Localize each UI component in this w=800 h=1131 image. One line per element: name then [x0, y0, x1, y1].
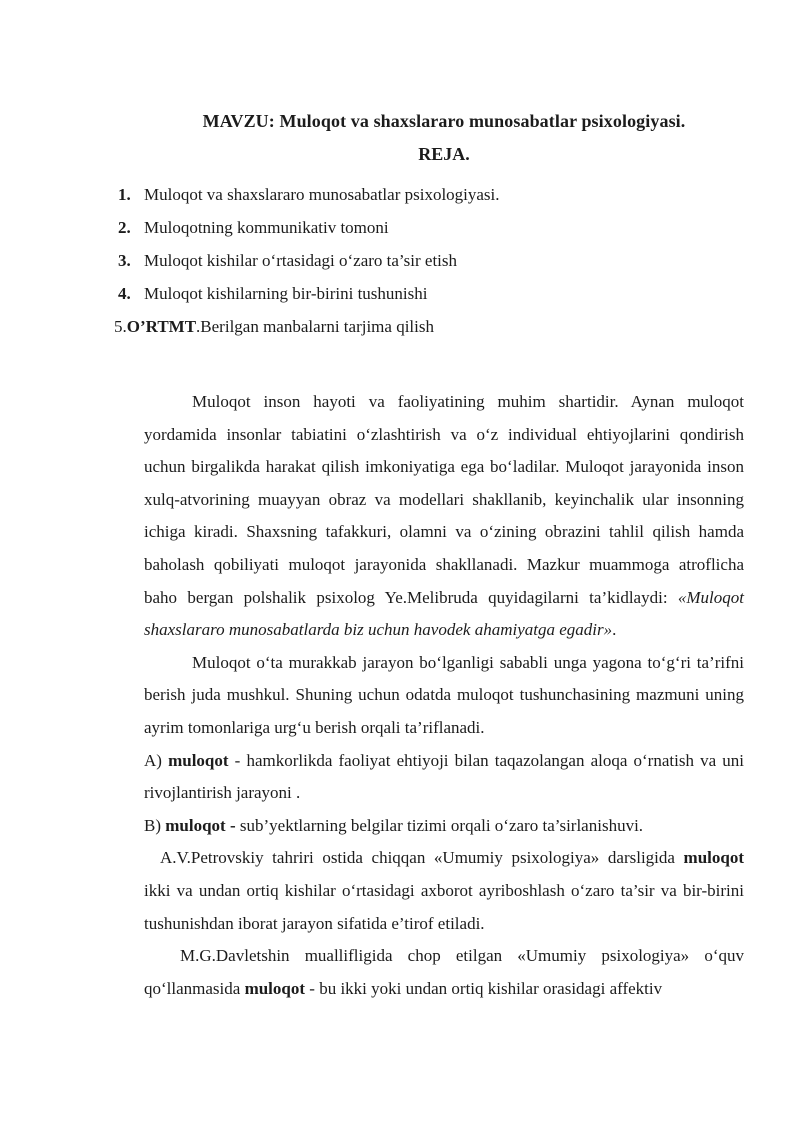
text-segment: ikki va undan ortiq kishilar o‘rtasidagi axborot ayriboshlash o‘zaro ta’sir va bir-birini tushunishdan iborat jarayon sifatida e’tirof etiladi.	[144, 880, 744, 933]
plan-list	[114, 178, 744, 343]
paragraph-definition-b	[144, 810, 744, 843]
plan-item-number: 3.	[118, 251, 131, 270]
document-title: MAVZU: Muloqot va shaxslararo munosabatlar psixologiyasi.	[202, 111, 686, 131]
text-segment: A.V.Petrovskiy tahriri ostida chiqqan «Umumiy psixologiya» darsligida	[160, 848, 684, 868]
paragraph-intro	[144, 386, 744, 647]
text-segment: sub’yektlarning belgilar tizimi orqali o‘zaro ta’sirlanishuvi.	[235, 815, 644, 835]
plan-item-3	[118, 244, 744, 277]
text-segment-bold: muloqot	[168, 750, 229, 770]
paragraph-petrovskiy	[144, 842, 744, 940]
plan-item-text: Muloqot kishilar o‘rtasidagi o‘zaro ta’sir etish	[144, 251, 458, 270]
text-segment-bold: muloqot	[244, 978, 306, 998]
plan-item-number: 4.	[118, 284, 131, 303]
text-segment: M.G.Davletshin muallifligida chop etilgan «Umumiy psixologiya» o‘quv qo‘llanmasida	[144, 946, 744, 998]
plan-item-number: 5.	[114, 317, 127, 336]
paragraph-davletshin	[144, 940, 744, 1005]
plan-item-4	[118, 277, 744, 310]
text-segment: Muloqot inson hayoti va faoliyatining muhim shartidir. Aynan muloqot yordamida insonlar tabiatini o‘zlashtirish va o‘z individual ehtiyojlarini qondirish uchun birgalikda harakat qilish imkoniyatiga ega bo‘ladilar. Muloqot jarayonida inson xulq-atvorining muayyan obraz va modellari shakllanib, keyinchalik ular insonning ichiga kiradi. Shaxsning tafakkuri, olamni va o‘zining obrazini tahlil qilish hamda baholash qobiliyati muloqot jarayonida shakllanadi. Mazkur muammoga atroflicha baho bergan polshalik psixolog Ye.Melibruda quyidagilarni ta’kidlaydi:	[144, 392, 744, 607]
plan-item-5	[114, 310, 744, 343]
plan-item-text: Muloqot va shaxslararo munosabatlar psixologiyasi.	[144, 185, 500, 204]
body-text	[144, 386, 744, 1005]
text-segment: - bu ikki yoki undan ortiq kishilar orasidagi affektiv	[305, 978, 663, 998]
text-segment: .	[612, 620, 617, 640]
plan-item-number: 1.	[118, 185, 131, 204]
text-segment: Muloqot o‘ta murakkab jarayon bo‘lganligi sababli unga yagona to‘g‘ri ta’rifni berish juda mushkul. Shuning uchun odatda muloqot tushunchasining mazmuni uning ayrim tomonlariga urg‘u berish orqali ta’riflanadi.	[144, 652, 744, 737]
plan-item-text: Muloqotning kommunikativ tomoni	[144, 218, 389, 237]
text-segment: B)	[144, 815, 166, 835]
plan-item-text: Muloqot kishilarning bir-birini tushunishi	[144, 284, 428, 303]
plan-item-1	[118, 178, 744, 211]
plan-item-number: 2.	[118, 218, 131, 237]
text-segment-bold: muloqot -	[165, 815, 236, 835]
text-segment-bold: muloqot	[683, 848, 744, 868]
plan-item-bold-abbr: O’RTMT	[126, 317, 197, 336]
text-segment: A)	[144, 750, 169, 770]
text-segment-italic-quote: «Muloqot shaxslararo munosabatlarda biz uchun havodek ahamiyatga egadir»	[144, 587, 744, 640]
text-segment: - hamkorlikda faoliyat ehtiyoji bilan taqazolangan aloqa o‘rnatish va uni rivojlantirish jarayoni .	[144, 750, 744, 803]
plan-item-2	[118, 211, 744, 244]
plan-item-text: .Berilgan manbalarni tarjima qilish	[196, 317, 434, 336]
plan-heading: REJA.	[418, 144, 470, 164]
paragraph-definition-a	[144, 745, 744, 810]
paragraph-definition-intro	[144, 647, 744, 745]
